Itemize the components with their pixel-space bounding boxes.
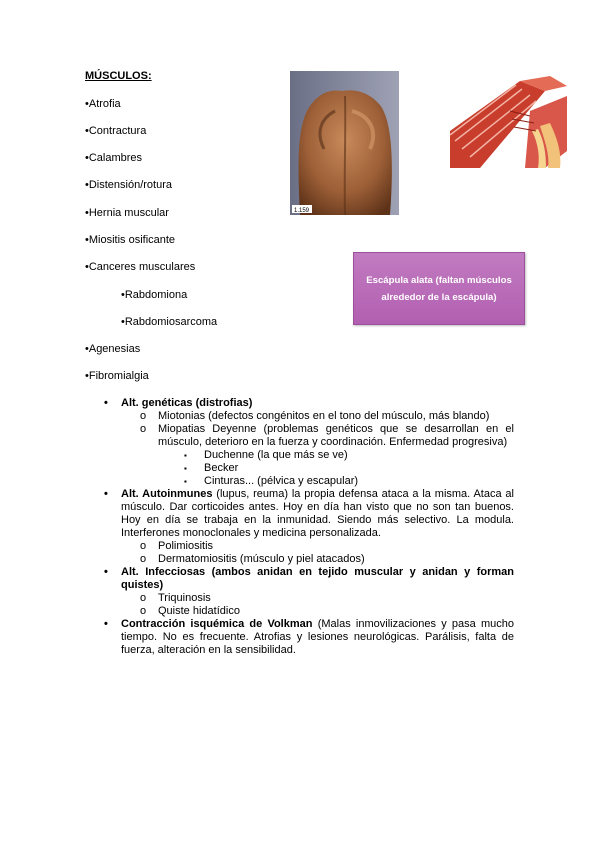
miotonias-text: Miotonias (defectos congénitos en el tono del músculo, más blando)	[158, 410, 490, 422]
list-item-contractura: •Contractura	[85, 125, 147, 137]
volkman-item	[104, 618, 514, 657]
quiste-hidatidico-item	[104, 605, 514, 618]
caption-escapula-alata: Escápula alata (faltan músculos alrededor de la escápula)	[353, 252, 525, 325]
photo-label: 1.159	[294, 208, 310, 214]
subsub-bullet-marker: ▪	[184, 477, 187, 486]
bullet-marker: •	[104, 618, 108, 630]
list-item-atrofia: •Atrofia	[85, 98, 121, 110]
cinturas-text: Cinturas... (pélvica y escapular)	[204, 475, 359, 487]
sub-bullet-marker: o	[140, 410, 147, 422]
becker-text: Becker	[204, 462, 239, 474]
bullet-marker: •	[104, 488, 108, 500]
dermatomiositis-item	[104, 553, 514, 566]
alt-autoinmunes-heading: Alt. Autoinmunes	[121, 488, 213, 500]
alt-infecciosas-item	[104, 566, 514, 592]
dermatomiositis-text: Dermatomiositis (músculo y piel atacados)	[158, 553, 365, 565]
miopatias-text: Miopatias Deyenne (problemas genéticos que se desarrollan en el músculo, deterioro en la fuerza y coordinación. Enfermedad progresiva)	[158, 423, 514, 448]
muscle-fiber-drawing	[450, 71, 567, 168]
list-item-canceres: •Canceres musculares	[85, 261, 196, 273]
alterations-list	[104, 397, 514, 657]
list-item-rabdomiosarcoma: •Rabdomiosarcoma	[121, 316, 218, 328]
sub-bullet-marker: o	[140, 592, 147, 604]
volkman-heading: Contracción isquémica de Volkman	[121, 618, 313, 630]
back-photo	[290, 71, 399, 215]
back-photo-illustration	[290, 71, 399, 215]
alt-infecciosas-heading: Alt. Infecciosas (ambos anidan en tejido muscular y anidan y forman quistes)	[121, 566, 514, 591]
list-item-calambres: •Calambres	[85, 152, 143, 164]
list-item-rabdomiona: •Rabdomiona	[121, 289, 188, 301]
alt-autoinmunes-item	[104, 488, 514, 540]
triquinosis-item	[104, 592, 514, 605]
sub-bullet-marker: o	[140, 605, 147, 617]
volkman-text: (Malas inmovilizaciones y pasa mucho tiempo. No es frecuente. Atrofias y lesiones neurológicas. Parálisis, falta de fuerza, alteración en la sensibilidad.	[121, 618, 514, 656]
duchenne-text: Duchenne (la que más se ve)	[204, 449, 348, 461]
list-item-miositis: •Miositis osificante	[85, 234, 176, 246]
alt-geneticas-heading: Alt. genéticas (distrofias)	[121, 397, 253, 409]
bullet-marker: •	[104, 566, 108, 578]
list-item-fibromialgia: •Fibromialgia	[85, 370, 149, 382]
triquinosis-text: Triquinosis	[158, 592, 211, 604]
miotonias-item	[104, 410, 514, 423]
polimiositis-text: Polimiositis	[158, 540, 214, 552]
cinturas-item	[104, 475, 514, 488]
bullet-marker: •	[104, 397, 108, 409]
duchenne-item	[104, 449, 514, 462]
quiste-hidatidico-text: Quiste hidatídico	[158, 605, 240, 617]
polimiositis-item	[104, 540, 514, 553]
subsub-bullet-marker: ▪	[184, 451, 187, 460]
sub-bullet-marker: o	[140, 540, 147, 552]
becker-item	[104, 462, 514, 475]
list-item-hernia: •Hernia muscular	[85, 207, 169, 219]
miopatias-item	[104, 423, 514, 449]
subsub-bullet-marker: ▪	[184, 464, 187, 473]
page-title: MÚSCULOS:	[85, 70, 152, 82]
sub-bullet-marker: o	[140, 423, 147, 435]
alt-geneticas-item	[104, 397, 514, 410]
muscle-fiber-illustration	[450, 71, 567, 168]
list-item-distension: •Distensión/rotura	[85, 179, 173, 191]
list-item-agenesias: •Agenesias	[85, 343, 141, 355]
sub-bullet-marker: o	[140, 553, 147, 565]
alt-autoinmunes-text: (lupus, reuma) la propia defensa ataca a la misma. Ataca al músculo. Dar corticoides antes. Hoy en día han visto que no son tan buenos. Hoy en día se trabaja en la inmunidad. Siendo más selectivo. La modula. Interferones monoclonales y medicina personalizada.	[121, 488, 514, 539]
